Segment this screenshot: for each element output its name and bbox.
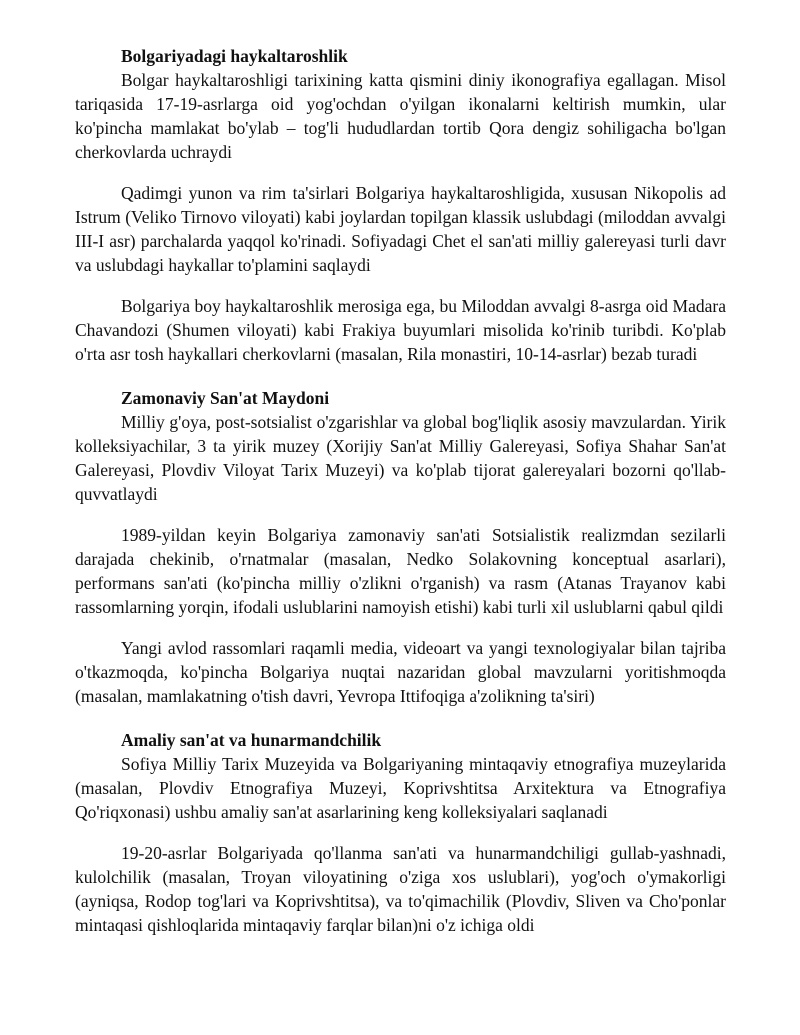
- paragraph: Milliy g'oya, post-sotsialist o'zgarishlar va global bog'liqlik asosiy mavzulardan. Yirik kolleksiyachilar, 3 ta yirik muzey (Xorijiy San'at Milliy Galereyasi, Sofiya Shahar San'at Galereyasi, Plovdiv Viloyat Tarix Muzeyi) va ko'plab tijorat galereyalari bozorni qo'llab-quvvatlaydi: [75, 412, 726, 504]
- section-heading-applied-arts: Amaliy san'at va hunarmandchilik: [121, 730, 382, 750]
- section-heading-sculpture: Bolgariyadagi haykaltaroshlik: [121, 46, 348, 66]
- paragraph-gap: [75, 824, 726, 841]
- document-page: [75, 44, 726, 937]
- section-gap: [75, 708, 726, 728]
- paragraph: Bolgariya boy haykaltaroshlik merosiga ega, bu Miloddan avvalgi 8-asrga oid Madara Chavandozi (Shumen viloyati) kabi Frakiya buyumlari misolida ko'rinib turibdi. Ko'plab o'rta asr tosh haykallari cherkovlarni (masalan, Rila monastiri, 10-14-asrlar) bezab turadi: [75, 296, 726, 364]
- paragraph-gap: [75, 164, 726, 181]
- section-heading-contemporary-art: Zamonaviy San'at Maydoni: [121, 388, 330, 408]
- paragraph: Qadimgi yunon va rim ta'sirlari Bolgariya haykaltaroshligida, xususan Nikopolis ad Istrum (Veliko Tirnovo viloyati) kabi joylardan topilgan klassik uslubdagi (miloddan avvalgi III-I asr) parchalarda yaqqol ko'rinadi. Sofiyadagi Chet el san'ati milliy galereyasi turli davr va uslubdagi haykallar to'plamini saqlaydi: [75, 183, 726, 275]
- paragraph-gap: [75, 277, 726, 294]
- paragraph: Bolgar haykaltaroshligi tarixining katta qismini diniy ikonografiya egallagan. Misol tariqasida 17-19-asrlarga oid yog'ochdan o'yilgan ikonalarni keltirish mumkin, ular ko'pincha mamlakat bo'ylab – tog'li hududlardan tortib Qora dengiz sohiligacha bo'lgan cherkovlarda uchraydi: [75, 70, 726, 162]
- paragraph: Yangi avlod rassomlari raqamli media, videoart va yangi texnologiyalar bilan tajriba o'tkazmoqda, ko'pincha Bolgariya nuqtai nazaridan global mavzularni yoritishmoqda (masalan, mamlakatning o'tish davri, Yevropa Ittifoqiga a'zolikning ta'siri): [75, 638, 726, 706]
- paragraph-gap: [75, 619, 726, 636]
- paragraph: 19-20-asrlar Bolgariyada qo'llanma san'ati va hunarmandchiligi gullab-yashnadi, kulolchilik (masalan, Troyan viloyatining o'ziga xos uslublari), yog'och o'ymakorligi (ayniqsa, Rodop tog'lari va Koprivshtitsa), va to'qimachilik (Plovdiv, Sliven va Cho'ponlar mintaqasi qishloqlarida mintaqaviy farqlar bilan)ni o'z ichiga oldi: [75, 843, 726, 935]
- paragraph: 1989-yildan keyin Bolgariya zamonaviy san'ati Sotsialistik realizmdan sezilarli darajada chekinib, o'rnatmalar (masalan, Nedko Solakovning konceptual asarlari), performans san'ati (ko'pincha milliy o'zlikni o'rganish) va rasm (Atanas Trayanov kabi rassomlarning yorqin, ifodali uslublarini namoyish etishi) kabi turli xil uslublarni qabul qildi: [75, 525, 726, 617]
- paragraph-gap: [75, 506, 726, 523]
- paragraph: Sofiya Milliy Tarix Muzeyida va Bolgariyaning mintaqaviy etnografiya muzeylarida (masalan, Plovdiv Etnografiya Muzeyi, Koprivshtitsa Arxitektura va Etnografiya Qo'riqxonasi) ushbu amaliy san'at asarlarining keng kolleksiyalari saqlanadi: [75, 754, 726, 822]
- section-gap: [75, 366, 726, 386]
